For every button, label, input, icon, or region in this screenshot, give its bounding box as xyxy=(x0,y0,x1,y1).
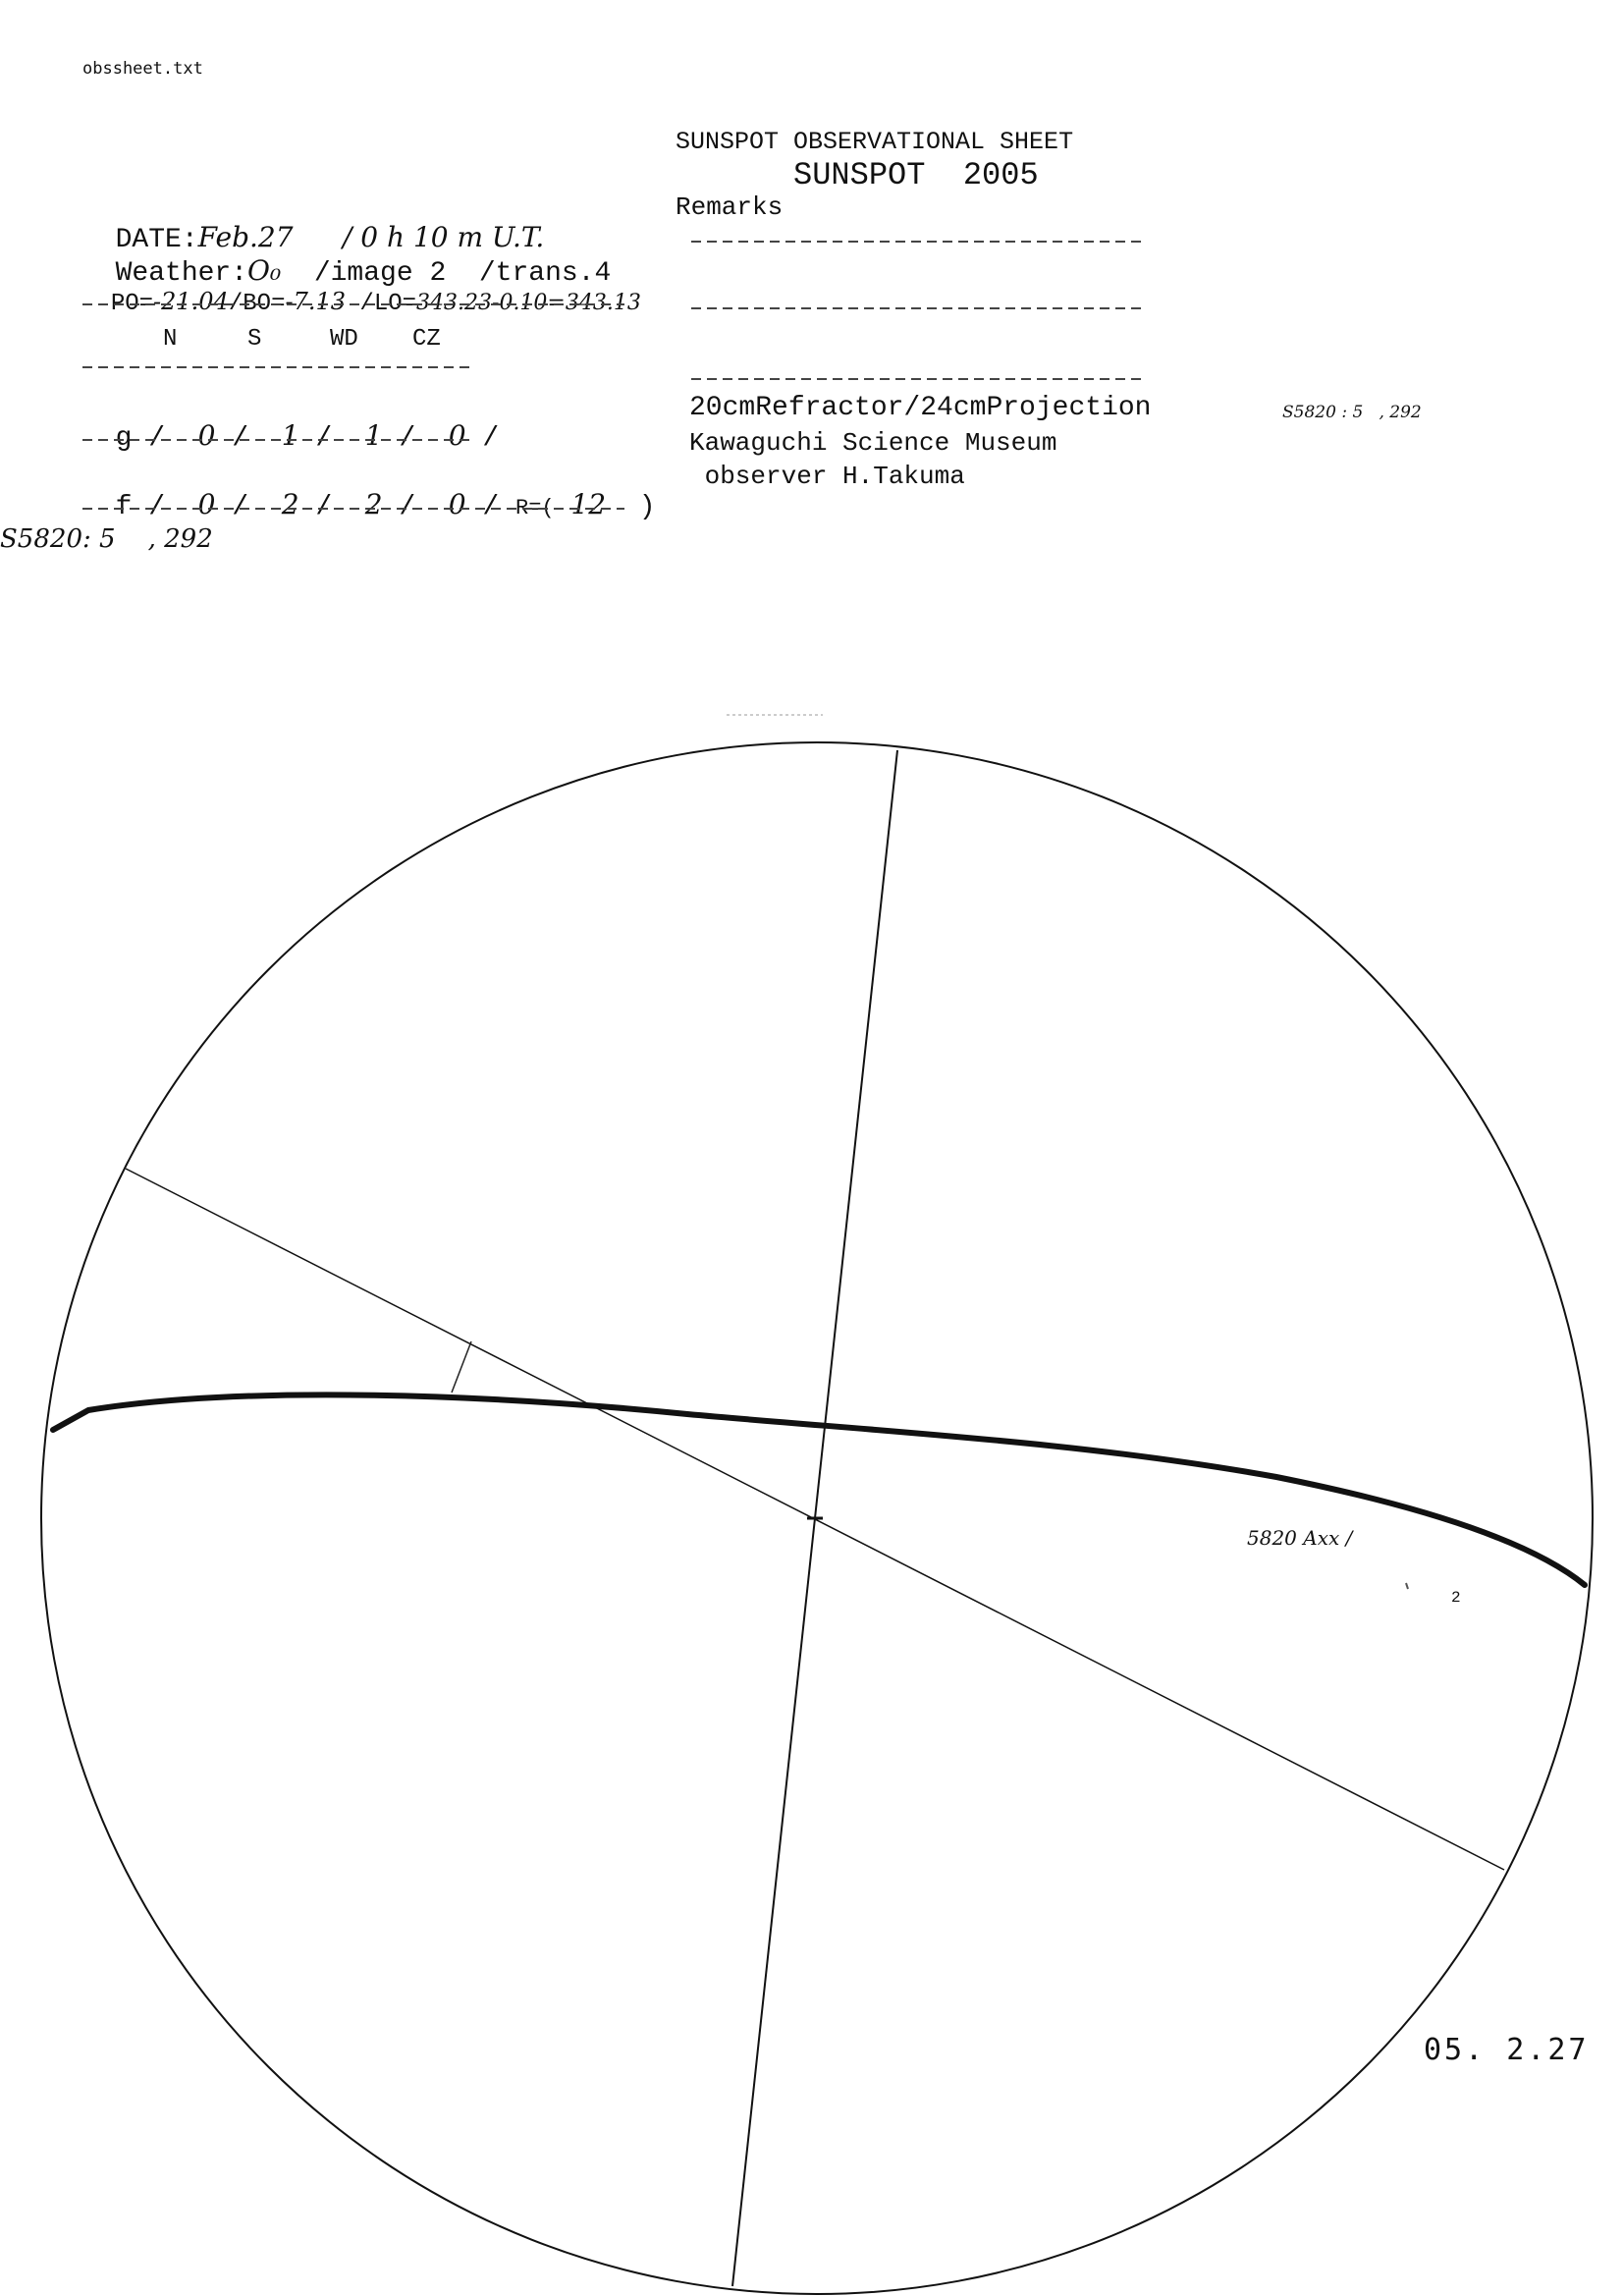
col-wd: WD xyxy=(330,326,358,353)
f-wd: 2 xyxy=(364,488,383,520)
file-name: obssheet.txt xyxy=(82,59,203,79)
f-n: 0 xyxy=(197,488,216,520)
image-value: /image 2 xyxy=(313,258,447,289)
date-stamp: 05. 2.27 xyxy=(1424,2033,1590,2067)
g-s: 1 xyxy=(281,419,299,452)
tick-mark xyxy=(452,1341,471,1393)
l0-label: /LO= xyxy=(359,291,417,317)
left-note: S5820: 5 , 292 xyxy=(0,524,213,554)
instrument-line2: Kawaguchi Science Museum xyxy=(689,428,1057,458)
weather-label: Weather: xyxy=(115,258,248,289)
col-s: S xyxy=(247,326,262,353)
sheet-title: SUNSPOT OBSERVATIONAL SHEET xyxy=(676,128,1074,156)
speck-mark xyxy=(1406,1583,1408,1589)
remarks-label: Remarks xyxy=(676,192,784,222)
instrument-line3: observer H.Takuma xyxy=(689,462,965,491)
right-note: S5820 : 5 , 292 xyxy=(1282,403,1422,422)
sheet-subtitle: SUNSPOT 2005 xyxy=(793,157,1039,193)
g-wd: 1 xyxy=(364,419,383,452)
g-row: g / 0 / 1 / 1 / 0 / xyxy=(115,419,500,454)
b0-value: -7.13 xyxy=(285,288,347,315)
g-cz: 0 xyxy=(448,419,466,452)
l0-value: 343.23-0.10=343.13 xyxy=(416,291,641,315)
p0-label: PO= xyxy=(110,291,154,317)
trans-value: /trans.4 xyxy=(478,258,612,289)
spot-count: 2 xyxy=(1451,1589,1461,1607)
f-s: 2 xyxy=(281,488,299,520)
f-cz: 0 xyxy=(448,488,466,520)
weather-value: O₀ xyxy=(247,254,282,287)
p0-value: -21.04 xyxy=(153,288,229,315)
f-row: f / 0 / 2 / 2 / 0 / R=( 12 ) xyxy=(115,488,656,522)
g-n: 0 xyxy=(197,419,216,452)
g-label: g xyxy=(115,423,133,454)
r-close: ) xyxy=(638,492,656,522)
instrument-line1: 20cmRefractor/24cmProjection xyxy=(689,393,1152,423)
r-label: R=( xyxy=(515,496,555,520)
col-cz: CZ xyxy=(412,326,441,353)
f-label: f xyxy=(115,492,133,522)
spot-label: 5820 Axx / xyxy=(1247,1526,1353,1550)
b0-label: /BO= xyxy=(228,291,286,317)
r-value: 12 xyxy=(570,488,607,520)
col-n: N xyxy=(163,326,178,353)
date-value: Feb.27 xyxy=(197,221,294,253)
time-value: / 0 h 10 m U.T. xyxy=(342,221,545,253)
date-label: DATE: xyxy=(115,225,198,255)
